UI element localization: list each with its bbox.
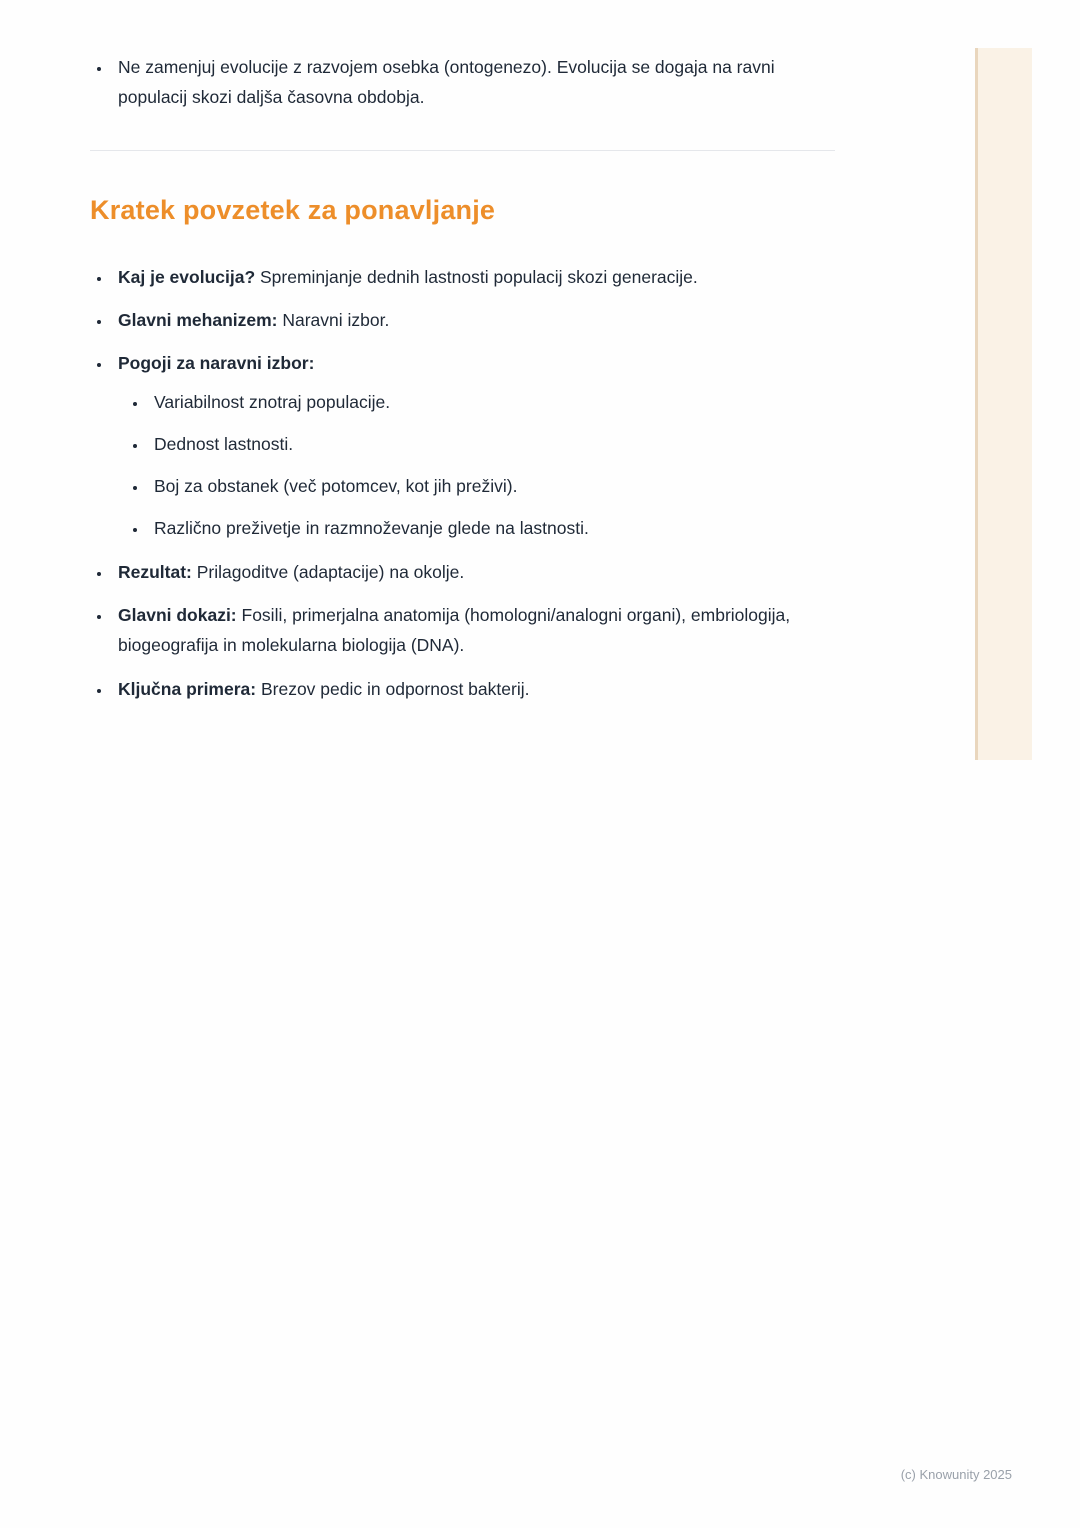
summary-item (112, 674, 835, 704)
summary-list (90, 262, 835, 704)
section-divider (90, 150, 835, 151)
page-edge-strip (975, 48, 1032, 760)
summary-item (112, 348, 835, 543)
summary-item-label: Pogoji za naravni izbor: (118, 352, 315, 373)
summary-subitem (148, 387, 835, 417)
summary-subitem-text: Različno preživetje in razmnoževanje glede na lastnosti. (154, 518, 589, 539)
copyright-text: (c) Knowunity 2025 (900, 1467, 1012, 1482)
summary-item-label: Glavni dokazi: (118, 605, 237, 626)
summary-item-label: Ključna primera: (118, 678, 257, 699)
summary-subitem-text: Dednost lastnosti. (154, 434, 294, 454)
note-text: Ne zamenjuj evolucije z razvojem osebka (ontogenezo). Evolucija se dogaja na ravni populacij skozi daljša časovna obdobja. (118, 57, 775, 108)
note-list (90, 52, 835, 112)
page-content (90, 52, 835, 717)
summary-item-label: Glavni mehanizem: (118, 309, 278, 330)
summary-item-text: Naravni izbor. (277, 309, 390, 330)
summary-item-text: Prilagoditve (adaptacije) na okolje. (191, 562, 465, 583)
summary-subitem (148, 471, 835, 501)
summary-item (112, 557, 835, 587)
summary-subitem (148, 429, 835, 459)
summary-item-text: Brezov pedic in odpornost bakterij. (256, 678, 530, 699)
section-heading: Kratek povzetek za ponavljanje (90, 195, 496, 226)
summary-subitem-text: Variabilnost znotraj populacije. (154, 391, 391, 412)
summary-item (112, 305, 835, 335)
summary-item-label: Rezultat: (118, 562, 192, 583)
summary-subitem-text: Boj za obstanek (več potomcev, kot jih preživi). (154, 476, 518, 497)
summary-subitem (148, 513, 835, 543)
summary-item (112, 600, 835, 660)
summary-item-label: Kaj je evolucija? (118, 266, 256, 287)
summary-item-text: Spreminjanje dednih lastnosti populacij skozi generacije. (255, 266, 698, 287)
summary-item-text: Fosili, primerjalna anatomija (homologni/analogni organi), embriologija, biogeografija in molekularna biologija (DNA). (118, 605, 791, 656)
note-item (112, 52, 835, 112)
summary-sublist (118, 387, 835, 543)
summary-item (112, 262, 835, 292)
